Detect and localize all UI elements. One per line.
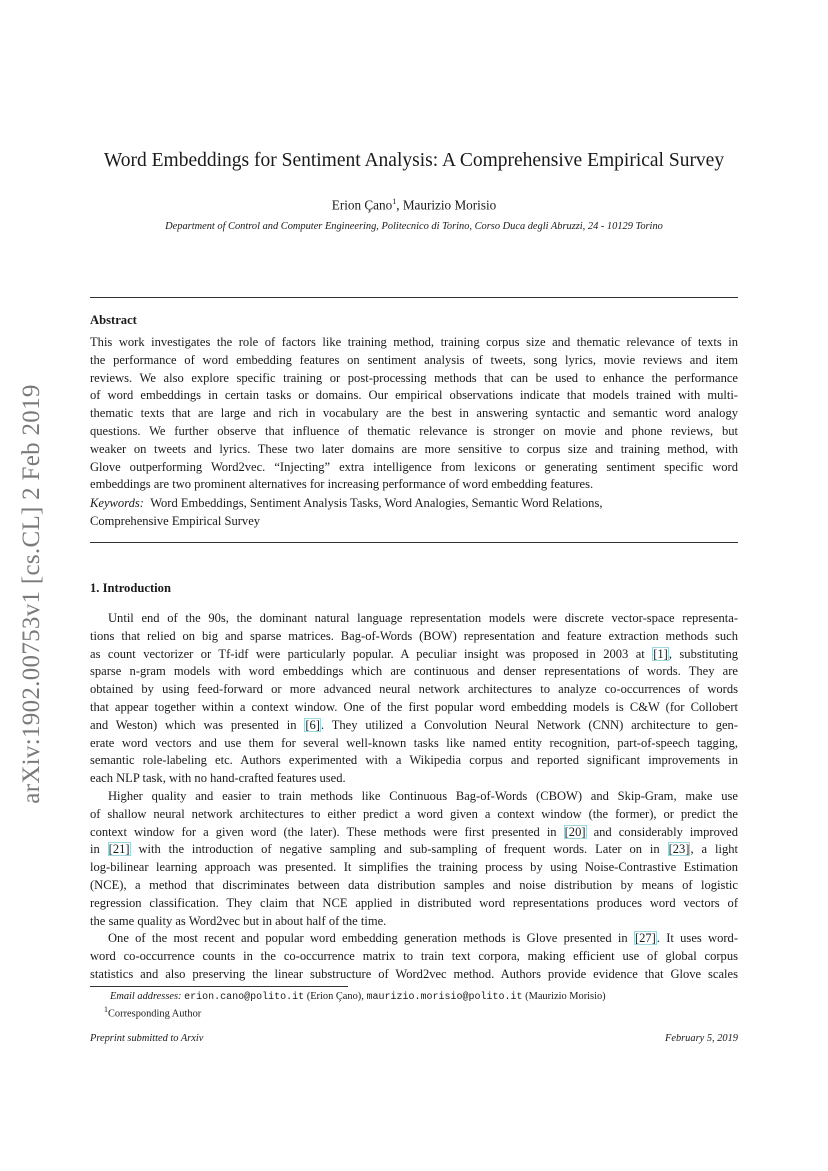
intro-p3-line: word co-occurrence counts in the co-occurrence matrix to train text corpora, making efficient use of global corpus — [90, 948, 738, 963]
keywords-line-1 — [90, 495, 738, 513]
abstract-top-rule — [90, 297, 738, 298]
intro-p1-line: erate word vectors and use them for several well-known tasks like named entity recognition, part-of-speech tagging, — [90, 735, 738, 750]
email-link-1[interactable]: erion.cano@polito.it — [184, 992, 305, 1003]
intro-p1-line: tions that relied on big and sparse matrices. Bag-of-Words (BOW) representation and feature extraction methods such — [90, 628, 738, 643]
intro-p2-line: Higher quality and easier to train methods like Continuous Bag-of-Words (CBOW) and Skip-Gram, make use — [108, 789, 738, 803]
email-label: Email addresses: — [110, 991, 182, 1002]
abstract-line: Glove outperforming Word2vec. “Injecting” extra intelligence from lexicons or generating sentiment specific word — [90, 459, 738, 474]
corresponding-footnote-mark: 1 — [104, 1005, 108, 1014]
intro-p1-line: that appear together within a context window. One of the first popular word embedding models is C&W (for Collobert — [90, 699, 738, 714]
preprint-date: February 5, 2019 — [664, 1033, 738, 1044]
intro-p1-line: each NLP task, with no hand-crafted features used. — [90, 771, 346, 786]
author-1-footnote-mark: 1 — [392, 197, 397, 206]
abstract-heading: Abstract — [90, 313, 137, 327]
intro-p1-line: and Weston) which was presented in [6]. They utilized a Convolution Neural Network (CNN) architecture to gen- — [90, 717, 738, 732]
intro-p3-line: statistics and also preserving the linear substructure of Word2vec method. Authors provide evidence that Glove scales — [90, 966, 738, 981]
intro-p2-line: regression classification. They claim that NCE applied in distributed word representations produces word vectors of — [90, 895, 738, 910]
intro-paragraph-3 — [90, 930, 738, 983]
abstract-body — [90, 334, 738, 494]
abstract-line: embeddings are two prominent alternatives for increasing performance of word embedding features. — [90, 477, 594, 492]
email-link-2[interactable]: maurizio.morisio@polito.it — [366, 992, 523, 1003]
abstract-line: weaker on tweets and lyrics. These two later domains are more sensitive to corpus size and training method, with — [90, 441, 738, 456]
citation-link[interactable]: [23] — [668, 842, 690, 857]
intro-p1-line: sparse n-gram models with word embeddings which are continuous and denser representations of words. They are — [90, 664, 738, 679]
footnote-rule — [90, 986, 348, 987]
keywords-text-1: Word Embeddings, Sentiment Analysis Tasks, Word Analogies, Semantic Word Relations, — [150, 496, 603, 510]
intro-p1-line: obtained by using feed-forward or more advanced neural network architectures to analyze co-occurrences of words — [90, 682, 738, 697]
abstract-line: the performance of word embedding features on sentiment analysis of tweets, song lyrics, movie reviews and item — [90, 352, 738, 367]
author-separator: , — [396, 197, 403, 213]
intro-p3-line: One of the most recent and popular word embedding generation methods is Glove presented in [27]. It uses word- — [108, 931, 738, 945]
intro-p1-line: Until end of the 90s, the dominant natural language representation models were discrete vector-space representa- — [108, 611, 738, 625]
author-1: Erion Çano — [331, 197, 393, 213]
abstract-line: reviews. We also explore specific training or post-processing methods that can be used to enhance the performance — [90, 370, 738, 385]
section-1-heading: 1. Introduction — [90, 581, 171, 595]
citation-link[interactable]: [27] — [634, 931, 656, 945]
intro-p2-line: in [21] with the introduction of negative sampling and sub-sampling of frequent words. Later on in [23], a light — [90, 842, 738, 857]
affiliation: Department of Control and Computer Engineering, Politecnico di Torino, Corso Duca degli Abruzzi, 24 - 10129 Torino — [165, 221, 663, 232]
citation-link[interactable]: [1] — [653, 646, 668, 661]
intro-p2-line: (NCE), a method that discriminates between data distribution samples and noise distribution by means of logistic — [90, 877, 738, 892]
abstract-line: questions. We further observe that influence of thematic relevance is stronger on movie and phone reviews, but — [90, 423, 738, 438]
intro-p1-line: semantic role-labeling etc. Authors experimented with a Wikipedia corpus and reported significant improvements in — [90, 753, 738, 768]
intro-paragraph-1 — [90, 610, 738, 788]
intro-paragraph-2 — [90, 788, 738, 930]
paper-title: Word Embeddings for Sentiment Analysis: A Comprehensive Empirical Survey — [103, 150, 725, 171]
keywords — [90, 495, 738, 531]
arxiv-side-stamp: arXiv:1902.00753v1 [cs.CL] 2 Feb 2019 — [18, 384, 45, 804]
email-2-owner: (Maurizio Morisio) — [525, 991, 606, 1002]
intro-p2-line: context window for a given word (the later). These methods were first presented in [20] and considerably improved — [90, 824, 738, 839]
abstract-line: thematic texts that are large and rich in vocabulary are the best in answering syntactic and semantic word analogy — [90, 406, 738, 421]
abstract-bottom-rule — [90, 542, 738, 543]
intro-p2-line: log-bilinear learning approach was presented. It simplifies the training process by using Noise-Contrastive Estimation — [90, 860, 738, 875]
keywords-label: Keywords: — [90, 496, 144, 510]
abstract-line: This work investigates the role of factors like training method, training corpus size and thematic relevance of texts in — [90, 335, 738, 349]
citation-link[interactable]: [20] — [564, 824, 586, 839]
citation-link[interactable]: [21] — [108, 842, 130, 857]
keywords-line-2: Comprehensive Empirical Survey — [90, 513, 261, 528]
intro-p2-line: of shallow neural network architectures to either predict a word given a context window (the former), or predict the — [90, 806, 738, 821]
email-1-owner: (Erion Çano), — [306, 991, 364, 1002]
intro-p1-line: as count vectorizer or Tf-idf were particularly popular. A peculiar insight was proposed in 2003 at [1], substituting — [90, 646, 738, 661]
abstract-line: of word embeddings in certain tasks or domains. Our empirical observations indicate that models trained with multi- — [90, 388, 738, 403]
author-line — [90, 197, 738, 213]
footnote-corresponding — [104, 1003, 732, 1021]
intro-p2-line: the same quality as Word2vec but in about half of the time. — [90, 913, 387, 928]
citation-link[interactable]: [6] — [305, 717, 320, 732]
author-2: Maurizio Morisio — [402, 197, 497, 213]
preprint-note: Preprint submitted to Arxiv — [90, 1033, 204, 1044]
corresponding-author-text: Corresponding Author — [108, 1008, 202, 1020]
